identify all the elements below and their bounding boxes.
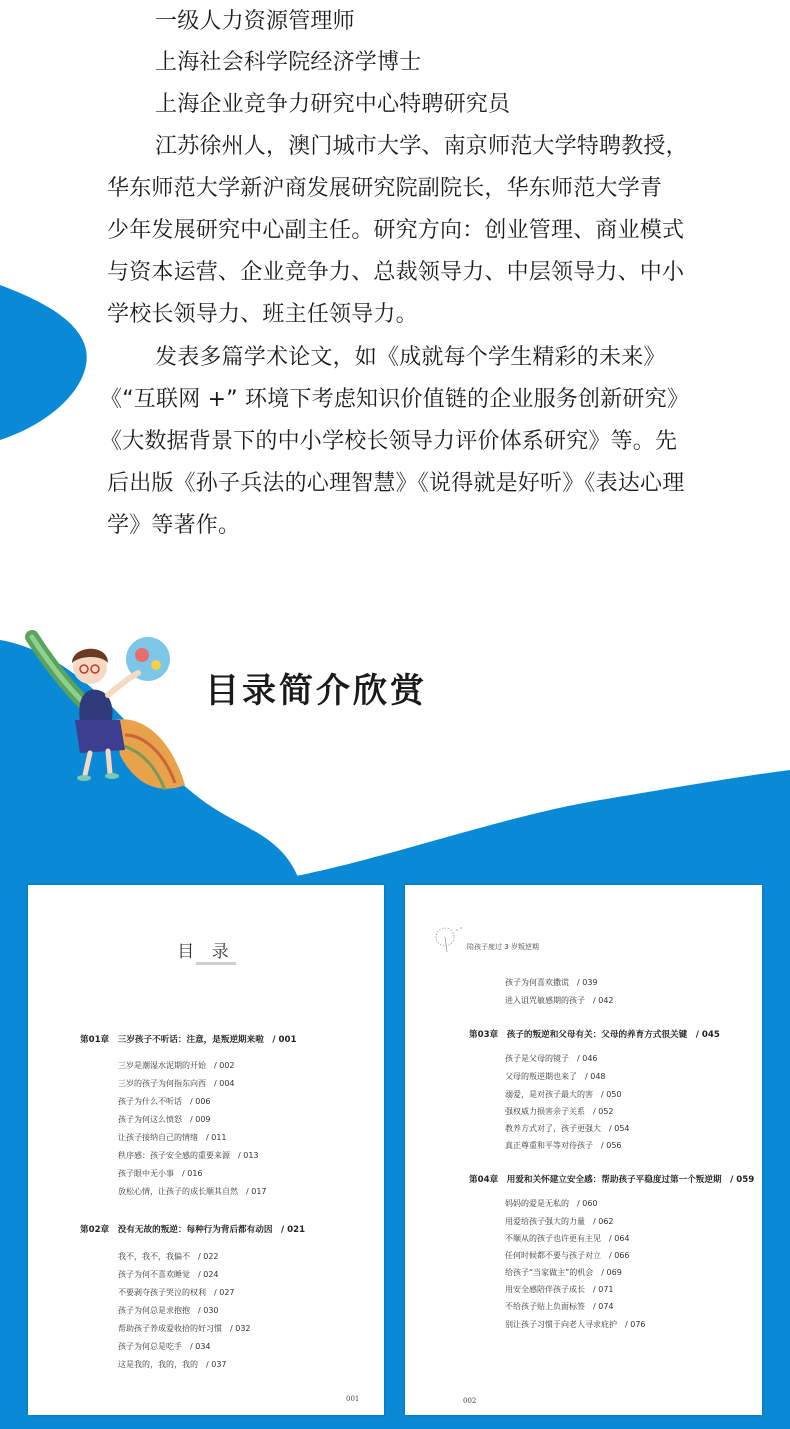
toc-item: 父母的叛逆期也来了 / 048: [505, 1072, 606, 1081]
toc-item: 用安全感陪伴孩子成长 / 071: [505, 1285, 614, 1294]
bio-line: 少年发展研究中心副主任。研究方向：创业管理、商业模式: [107, 218, 685, 243]
chapter-heading: 第02章 没有无故的叛逆：每种行为背后都有动因 / 021: [80, 1225, 306, 1235]
chapter-heading: 第01章 三岁孩子不听话：注意，是叛逆期来啦 / 001: [80, 1035, 297, 1045]
toc-page-right: [405, 885, 762, 1415]
toc-item: 强权威力损害亲子关系 / 052: [505, 1107, 614, 1116]
toc-item: 真正尊重和平等对待孩子 / 056: [505, 1141, 622, 1150]
page-number: 002: [463, 1397, 477, 1405]
toc-item: 进入诅咒敏感期的孩子 / 042: [505, 996, 614, 1005]
left-blue-wave: [0, 285, 87, 440]
bio-line: 上海企业竞争力研究中心特聘研究员: [155, 92, 511, 117]
toc-item: 用爱给孩子强大的力量 / 062: [505, 1217, 614, 1226]
bio-line: 学校长领导力、班主任领导力。: [107, 302, 418, 327]
bio-line: 发表多篇学术论文，如《成就每个学生精彩的未来》: [155, 345, 666, 370]
toc-item: 教养方式对了，孩子更强大 / 054: [505, 1124, 630, 1133]
toc-item: 不要剥夺孩子哭泣的权利 / 027: [118, 1288, 235, 1297]
toc-item: 孩子为何总是求抱抱 / 030: [118, 1306, 219, 1315]
toc-page-left: [28, 885, 384, 1415]
bio-line: 后出版《孙子兵法的心理智慧》《说得就是好听》《表达心理: [107, 471, 685, 496]
bio-line: 一级人力资源管理师: [155, 9, 355, 34]
chapter-heading: 第04章 用爱和关怀建立安全感：帮助孩子平稳度过第一个叛逆期 / 059: [469, 1175, 755, 1185]
toc-item: 给孩子“当家做主”的机会 / 069: [505, 1268, 622, 1277]
toc-item: 三岁的孩子为何指东向西 / 004: [118, 1079, 235, 1088]
toc-item: 孩子为何不喜欢睡觉 / 024: [118, 1270, 219, 1279]
section-title: 目录简介欣赏: [205, 671, 427, 711]
toc-item: 孩子为何这么愤怒 / 009: [118, 1115, 211, 1124]
toc-item: 不顺从的孩子也许更有主见 / 064: [505, 1234, 630, 1243]
toc-item: 别让孩子习惯于向老人寻求庇护 / 076: [505, 1320, 646, 1329]
toc-item: 帮助孩子养成爱收拾的好习惯 / 032: [118, 1324, 251, 1333]
toc-item: 孩子是父母的镜子 / 046: [505, 1054, 598, 1063]
chapter-heading: 第03章 孩子的叛逆和父母有关：父母的养育方式很关键 / 045: [469, 1030, 720, 1040]
toc-item: 溺爱，是对孩子最大的害 / 050: [505, 1090, 622, 1099]
toc-item: 孩子为何喜欢撒谎 / 039: [505, 978, 598, 987]
bio-line: 上海社会科学院经济学博士: [155, 50, 422, 75]
bio-line: 学》等著作。: [107, 513, 241, 538]
toc-item: 让孩子接纳自己的情绪 / 011: [118, 1133, 227, 1142]
toc-item: 任何时候都不要与孩子对立 / 066: [505, 1251, 630, 1260]
toc-item: 三岁是潮湿水泥期的开始 / 002: [118, 1061, 235, 1070]
toc-item: 秩序感：孩子安全感的重要来源 / 013: [118, 1151, 259, 1160]
toc-title: 目 录: [177, 942, 235, 962]
toc-item: 妈妈的爱是无私的 / 060: [505, 1199, 598, 1208]
running-head: 陪孩子度过 3 岁叛逆期: [467, 943, 539, 951]
toc-item: 孩子眼中无小事 / 016: [118, 1169, 203, 1178]
toc-title-underline: [196, 962, 236, 965]
bio-line: 与资本运营、企业竞争力、总裁领导力、中层领导力、中小: [107, 260, 685, 285]
dandelion-icon: [433, 925, 465, 953]
toc-item: 孩子为何总是吃手 / 034: [118, 1342, 211, 1351]
toc-item: 不给孩子贴上负面标签 / 074: [505, 1302, 614, 1311]
girl-on-broom-illustration: [20, 625, 200, 805]
toc-item: 孩子为什么不听话 / 006: [118, 1097, 211, 1106]
toc-item: 这是我的，我的，我的 / 037: [118, 1360, 227, 1369]
toc-item: 我不，我不，我偏不 / 022: [118, 1252, 219, 1261]
bio-line: 《“互联网 +” 环境下考虑知识价值链的企业服务创新研究》: [100, 387, 690, 412]
bio-line: 华东师范大学新沪商发展研究院副院长，华东师范大学青: [107, 176, 663, 201]
bio-line: 《大数据背景下的中小学校长领导力评价体系研究》等。先: [100, 429, 678, 454]
toc-item: 放松心情，让孩子的成长顺其自然 / 017: [118, 1187, 267, 1196]
bio-line: 江苏徐州人，澳门城市大学、南京师范大学特聘教授，: [155, 134, 688, 159]
page-number: 001: [346, 1395, 360, 1403]
